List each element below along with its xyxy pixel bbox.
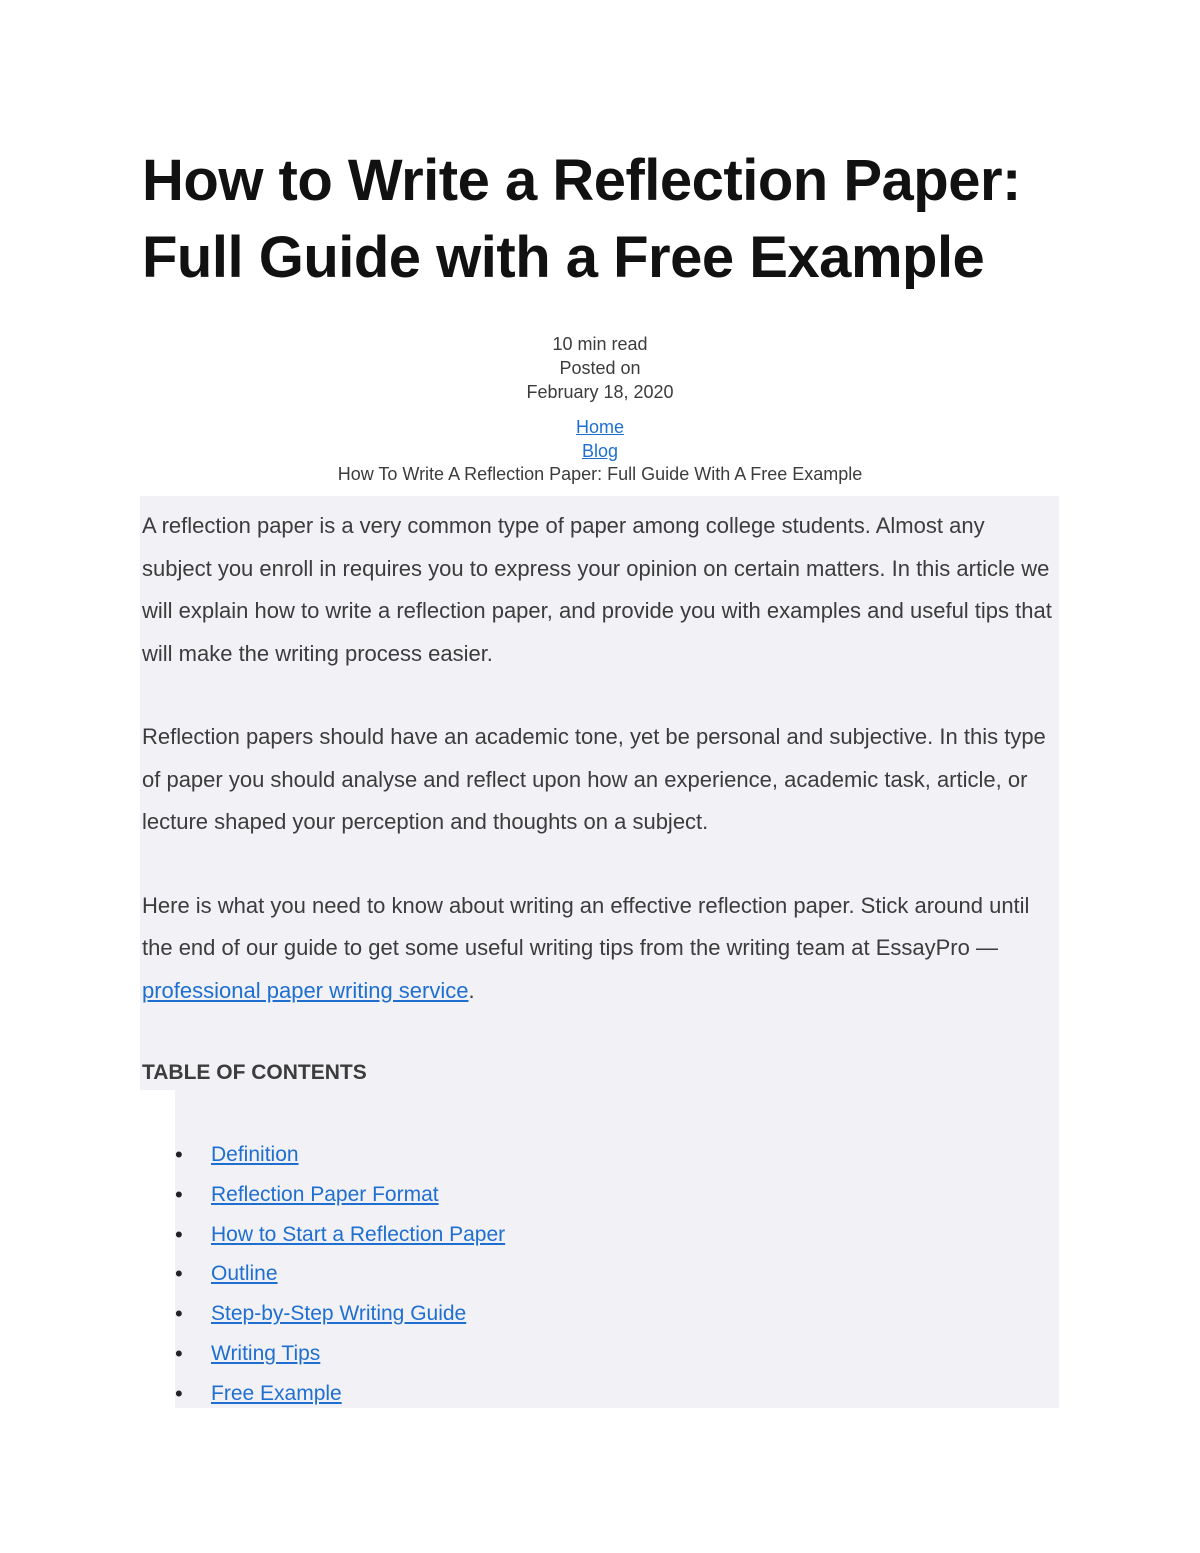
- breadcrumb-blog-link[interactable]: Blog: [581, 440, 619, 461]
- bullet-icon: •: [175, 1221, 183, 1247]
- bullet-icon: •: [175, 1261, 183, 1287]
- table-of-contents: [175, 1135, 1055, 1414]
- bullet-icon: •: [175, 1181, 183, 1207]
- toc-item: [175, 1374, 1055, 1414]
- posted-label: Posted on: [559, 358, 641, 378]
- bullet-icon: •: [175, 1340, 183, 1366]
- toc-item: [175, 1294, 1055, 1334]
- article-meta: [0, 332, 1200, 404]
- read-time: 10 min read: [552, 334, 648, 354]
- toc-link-format[interactable]: Reflection Paper Format: [211, 1182, 439, 1206]
- toc-item: [175, 1215, 1055, 1255]
- toc-link-free-example[interactable]: Free Example: [211, 1381, 342, 1405]
- intro-paragraph-3: [142, 885, 1057, 1013]
- bullet-icon: •: [175, 1142, 183, 1167]
- posted-date: February 18, 2020: [526, 382, 674, 402]
- breadcrumb-home-link[interactable]: Home: [575, 417, 624, 437]
- page-title: [142, 142, 1102, 296]
- toc-link-outline[interactable]: Outline: [211, 1262, 278, 1286]
- toc-link-step-by-step[interactable]: Step-by-Step Writing Guide: [211, 1302, 467, 1326]
- toc-item: [175, 1135, 1055, 1175]
- breadcrumb-current: How To Write A Reflection Paper: Full Guide With A Free Example: [337, 464, 863, 484]
- professional-writing-service-link[interactable]: professional paper writing service: [142, 977, 469, 1003]
- toc-item: [175, 1175, 1055, 1215]
- toc-link-how-to-start[interactable]: How to Start a Reflection Paper: [211, 1222, 506, 1246]
- toc-link-definition[interactable]: Definition: [211, 1143, 299, 1166]
- intro-paragraph-3-end: .: [468, 977, 475, 1003]
- intro-paragraph-1: A reflection paper is a very common type of paper among college students. Almost any subject you enroll in requires you to express your opinion on certain matters. In this article we will explain how to write a reflection paper, and provide you with examples and useful tips that will make the writing process easier.: [142, 513, 1052, 666]
- intro-paragraph-3-text: Here is what you need to know about writing an effective reflection paper. Stick around until the end of our guide to get some useful writing tips from the writing team at EssayPro —: [142, 892, 1030, 960]
- toc-link-writing-tips[interactable]: Writing Tips: [211, 1341, 321, 1365]
- title-line-1: How to Write a Reflection Paper:: [142, 148, 1021, 213]
- intro-content: [142, 505, 1057, 1053]
- toc-item: [175, 1254, 1055, 1294]
- toc-item: [175, 1334, 1055, 1374]
- toc-heading: TABLE OF CONTENTS: [142, 1061, 367, 1084]
- intro-paragraph-2: Reflection papers should have an academic tone, yet be personal and subjective. In this type of paper you should analyse and reflect upon how an experience, academic task, article, or lecture shaped your perception and thoughts on a subject.: [142, 724, 1046, 834]
- breadcrumb: [0, 416, 1200, 487]
- title-line-2: Full Guide with a Free Example: [142, 225, 985, 290]
- bullet-icon: •: [175, 1380, 183, 1406]
- bullet-icon: •: [175, 1301, 183, 1327]
